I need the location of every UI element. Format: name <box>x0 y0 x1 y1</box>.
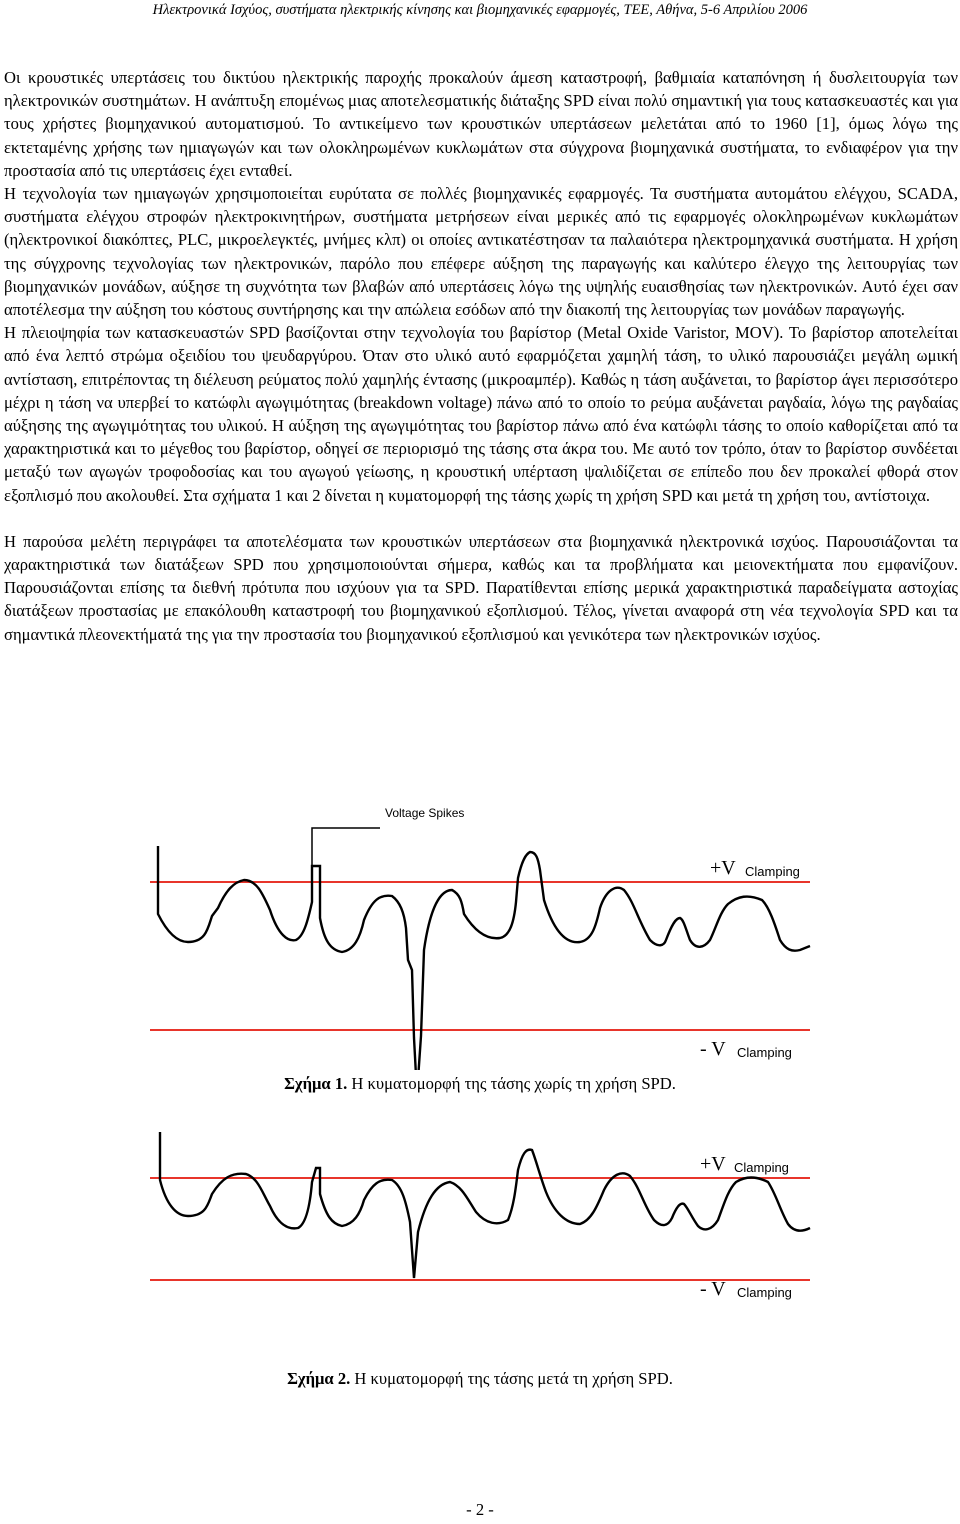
figure-1 <box>0 790 960 1070</box>
spike-label: Voltage Spikes <box>385 806 465 820</box>
neg-clamp-main: - V <box>700 1278 726 1300</box>
neg-clamp-sub: Clamping <box>737 1045 792 1060</box>
figure-1-caption <box>0 1074 960 1094</box>
neg-clamp-main: - V <box>700 1038 726 1060</box>
pos-clamp-label <box>710 857 800 879</box>
pos-clamp-sub: Clamping <box>745 864 800 879</box>
pos-clamp-main: +V <box>710 857 736 879</box>
spike-label-leader <box>312 828 380 865</box>
neg-clamp-label <box>700 1038 792 1060</box>
paragraph: Η πλειοψηφία των κατασκευαστών SPD βασίζονται στην τεχνολογία του βαρίστορ (Metal Oxide Varistor, MOV). Το βαρίστορ αποτελείται από ένα λεπτό στρώμα οξειδίου του ψευδαργύρου. Όταν στο υλικό αυτό εφαρμόζεται χαμηλή τάση, το υλικό παρουσιάζει μεγάλη ωμική αντίσταση, επιτρέποντας τη διέλευση ρεύματος πολύ χαμηλής έντασης (μικροαμπέρ). Καθώς η τάση αυξάνεται, το βαρίστορ άγει περισσότερο μέχρι η τάση να υπερβεί το κατώφλι αγωγιμότητας (breakdown voltage) πάνω από το οποίο το ρεύμα αυξάνεται ραγδαία, λόγω της ραγδαίας αύξησης της αγωγιμότητας του υλικού. Η αύξηση της αγωγιμότητας του βαρίστορ πάνω από ένα κατώφλι τάσης το οποίο καθορίζεται από τα χαρακτηριστικά και το μέγεθος του βαρίστορ, οδηγεί σε περιορισμό της τάσης στα άκρα του. Με αυτό τον τρόπο, όταν το βαρίστορ συνδέεται μεταξύ των αγωγών τροφοδοσίας και του αγωγού γείωσης, η κρουστική υπέρταση ψαλιδίζεται σε επίπεδο που δεν προκαλεί φθορά στον εξοπλισμό που ακολουθεί. Στα σχήματα 1 και 2 δίνεται η κυματομορφή της τάσης χωρίς τη χρήση SPD και μετά τη χρήση του, αντίστοιχα. <box>4 323 958 505</box>
pos-clamp-sub: Clamping <box>734 1160 789 1175</box>
figure-1-waveform <box>0 790 960 1070</box>
neg-clamp-label <box>700 1278 792 1300</box>
pos-clamp-main: +V <box>700 1153 726 1175</box>
caption-label: Σχήμα 1. <box>284 1074 348 1093</box>
paragraph: Οι κρουστικές υπερτάσεις του δικτύου ηλεκτρικής παροχής προκαλούν άμεση καταστροφή, βαθμιαία καταπόνηση ή δυσλειτουργία των ηλεκτρονικών συστημάτων. Η ανάπτυξη επομένως μιας αποτελεσματικής διάταξης SPD είναι πολύ σημαντική για τους κατασκευαστές και για τους χρήστες βιομηχανικού αυτοματισμού. Το αντικείμενο των κρουστικών υπερτάσεων μελετάται από το 1960 [1], όμως λόγω της εκτεταμένης χρήσης των ημιαγωγών και των ολοκληρωμένων κυκλωμάτων στα σύγχρονα βιομηχανικά συστήματα, το ενδιαφέρον για την προστασία από τις υπερτάσεις έχει ενταθεί. <box>4 68 958 180</box>
page-number: - 2 - <box>466 1500 494 1519</box>
neg-clamp-sub: Clamping <box>737 1285 792 1300</box>
figure-2-caption <box>0 1369 960 1389</box>
figure-2 <box>0 1120 960 1350</box>
paragraph: Η τεχνολογία των ημιαγωγών χρησιμοποιείται ευρύτατα σε πολλές βιομηχανικές εφαρμογές. Τα συστήματα αυτομάτου ελέγχου, SCADA, συστήματα ελέγχου στροφών ηλεκτροκινητήρων, συστήματα μετρήσεων είναι μερικές από τις εφαρμογές ολοκληρωμένων κυκλωμάτων (ηλεκτρονικοί διακόπτες, PLC, μικροελεγκτές, μνήμες κλπ) οι οποίες αντικατέστησαν τα παλαιότερα ηλεκτρομηχανικά συστήματα. Η χρήση της σύγχρονης τεχνολογίας των ηλεκτρονικών, παρόλο που επέφερε αύξηση της παραγωγής και καλύτερο έλεγχο της λειτουργίας των βιομηχανικών μονάδων, αύξησε τη συχνότητα των βλαβών από υπερτάσεις λόγω της υψηλής ευαισθησίας των ηλεκτρονικών. Αυτό έχει σαν αποτέλεσμα την αύξηση του κόστους συντήρησης και την απώλεια εσόδων από την διακοπή της λειτουργίας των μονάδων παραγωγής. <box>4 184 958 320</box>
body-text <box>4 66 958 646</box>
voltage-waveform <box>158 846 810 1070</box>
figure-2-waveform <box>0 1120 960 1350</box>
caption-text: Η κυματομορφή της τάσης μετά τη χρήση SPD. <box>350 1369 673 1388</box>
paragraph: Η παρούσα μελέτη περιγράφει τα αποτελέσματα των κρουστικών υπερτάσεων στα βιομηχανικά ηλεκτρονικά ισχύος. Παρουσιάζονται τα χαρακτηριστικά των διατάξεων SPD που χρησιμοποιούνται σήμερα, καθώς και τα προβλήματα και μειονεκτήματα που εμφανίζουν. Παρουσιάζονται επίσης τα διεθνή πρότυπα που ισχύουν για τα SPD. Παρατίθενται επίσης μερικά χαρακτηριστικά παραδείγματα αστοχίας διατάξεων προστασίας με επακόλουθη καταστροφή του βιομηχανικού εξοπλισμού. Τέλος, γίνεται αναφορά στη νέα τεχνολογία SPD και τα σημαντικά πλεονεκτήματά της για την προστασία του βιομηχανικού εξοπλισμού και γενικότερα των ηλεκτρονικών ισχύος. <box>4 531 958 644</box>
pos-clamp-label <box>700 1153 789 1175</box>
caption-label: Σχήμα 2. <box>287 1369 351 1388</box>
caption-text: Η κυματομορφή της τάσης χωρίς τη χρήση SPD. <box>347 1074 676 1093</box>
running-header: Ηλεκτρονικά Ισχύος, συστήματα ηλεκτρικής κίνησης και βιομηχανικές εφαρμογές, ΤΕΕ, Αθήνα, 5-6 Απριλίου 2006 <box>152 2 808 18</box>
